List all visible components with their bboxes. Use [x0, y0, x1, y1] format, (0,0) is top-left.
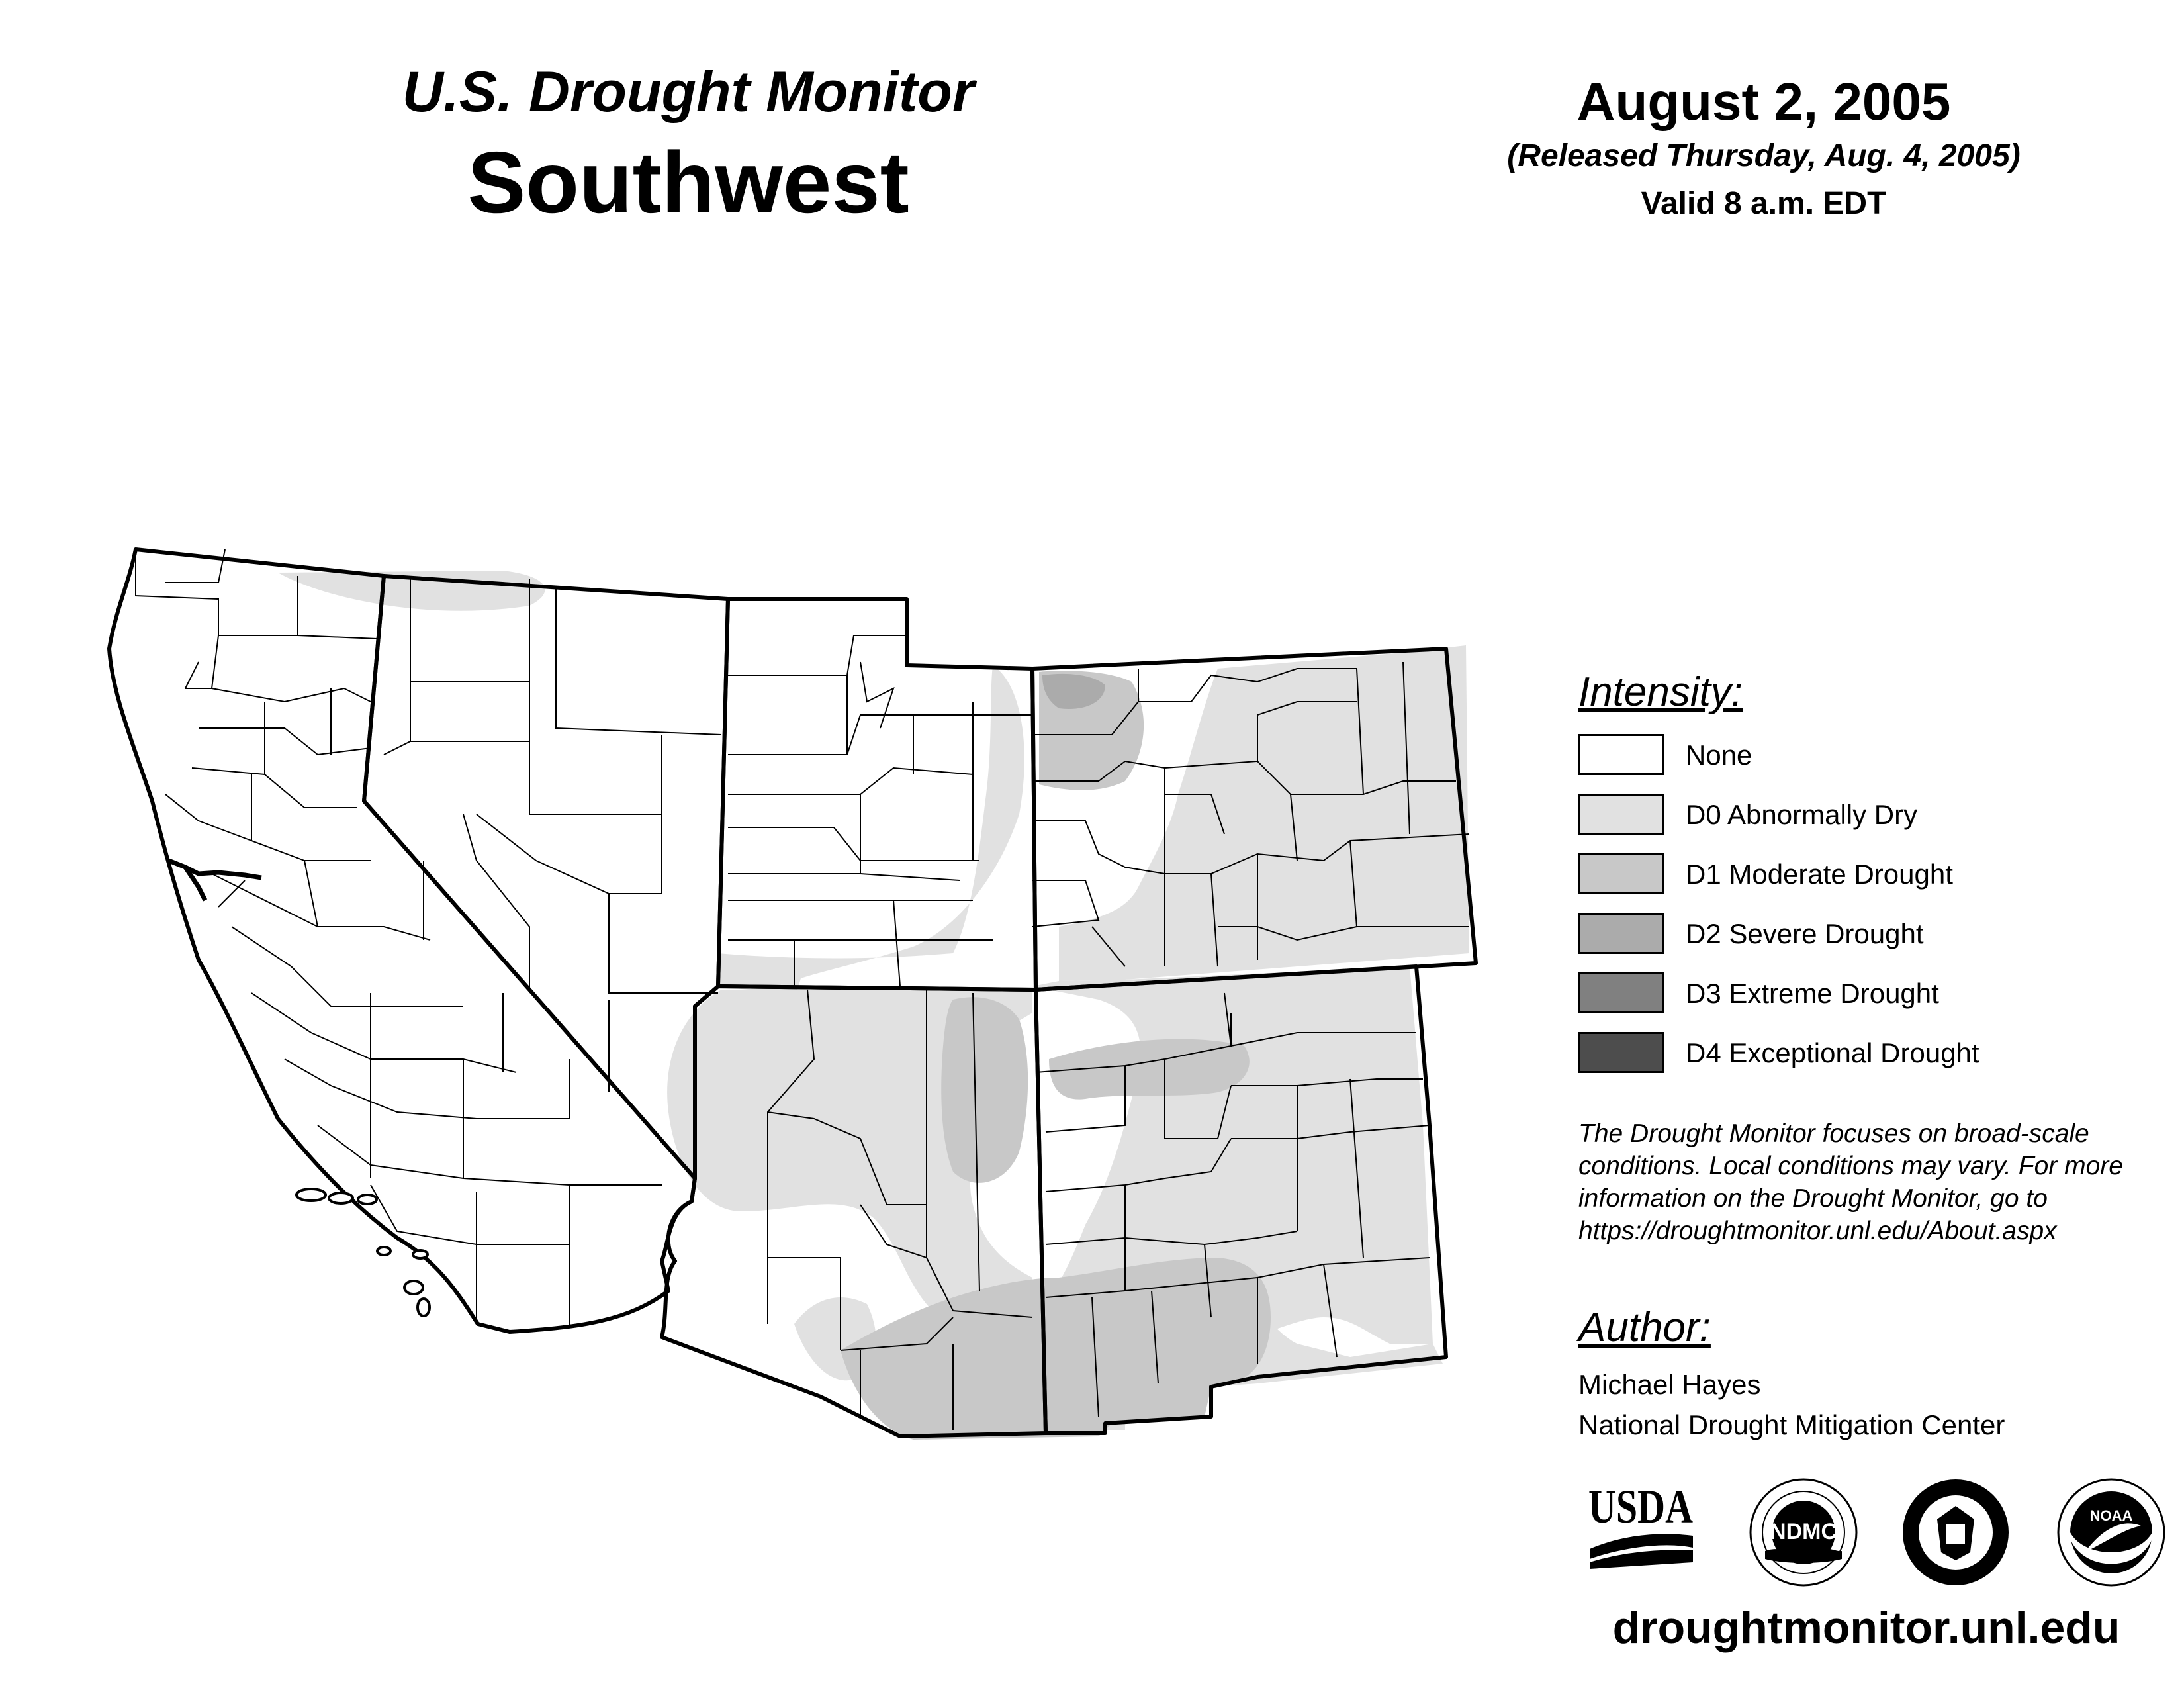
legend-item — [1578, 1028, 2161, 1088]
legend-item — [1578, 790, 2161, 849]
disclaimer — [1578, 1117, 2174, 1247]
legend-item — [1578, 730, 2161, 790]
d0-area-colorado-utah-strip — [718, 665, 1024, 991]
author-heading: Author: — [1578, 1305, 1711, 1350]
legend-label: D1 Moderate Drought — [1686, 859, 1953, 890]
california-outline — [109, 549, 695, 1332]
svg-text:NOAA: NOAA — [2089, 1507, 2133, 1524]
legend-item — [1578, 909, 2161, 968]
svg-text:USDA: USDA — [1588, 1480, 1694, 1533]
disclaimer-line: The Drought Monitor focuses on broad-scale — [1578, 1119, 2089, 1148]
map-date: August 2, 2005 — [1576, 72, 1951, 131]
commerce-seal-icon — [1903, 1479, 2009, 1585]
usda-logo — [1588, 1480, 1693, 1569]
legend-label: D2 Severe Drought — [1686, 918, 1924, 949]
disclaimer-line: information on the Drought Monitor, go to — [1578, 1184, 2048, 1213]
map-released-date: (Released Thursday, Aug. 4, 2005) — [1507, 138, 2021, 173]
legend-swatch-d3 — [1578, 972, 1664, 1013]
author-block — [1578, 1304, 2174, 1445]
author-org: National Drought Mitigation Center — [1578, 1409, 2005, 1440]
d1-area-east-arizona — [941, 997, 1028, 1183]
site-url-link[interactable]: droughtmonitor.unl.edu — [1612, 1603, 2120, 1653]
drought-d0-areas — [278, 571, 1469, 1430]
legend-swatch-d4 — [1578, 1032, 1664, 1073]
map-subtitle: U.S. Drought Monitor — [402, 60, 975, 124]
legend-heading: Intensity: — [1578, 669, 1743, 715]
svg-text:NDMC: NDMC — [1770, 1519, 1837, 1544]
partner-logos — [1588, 1476, 2171, 1589]
legend-label: D0 Abnormally Dry — [1686, 799, 1918, 830]
noaa-logo — [2058, 1479, 2164, 1585]
ndmc-logo — [1751, 1479, 1856, 1585]
legend-label: D4 Exceptional Drought — [1686, 1037, 1979, 1068]
legend-swatch-d1 — [1578, 853, 1664, 894]
legend-item — [1578, 968, 2161, 1028]
map-region-title: Southwest — [467, 134, 909, 231]
disclaimer-link[interactable]: https://droughtmonitor.unl.edu/About.aspx — [1578, 1217, 2057, 1245]
legend — [1578, 669, 2161, 1088]
san-francisco-bay — [169, 861, 261, 900]
legend-swatch-d2 — [1578, 913, 1664, 954]
d1-area-se-arizona-sw-nm — [841, 1258, 1271, 1440]
legend-label: D3 Extreme Drought — [1686, 978, 1939, 1009]
legend-swatch-none — [1578, 734, 1664, 775]
map-valid-time: Valid 8 a.m. EDT — [1641, 186, 1887, 221]
author-name: Michael Hayes — [1578, 1369, 1761, 1400]
legend-swatch-d0 — [1578, 794, 1664, 835]
disclaimer-line: conditions. Local conditions may vary. For more — [1578, 1152, 2123, 1180]
legend-label: None — [1686, 739, 1752, 771]
legend-item — [1578, 849, 2161, 909]
